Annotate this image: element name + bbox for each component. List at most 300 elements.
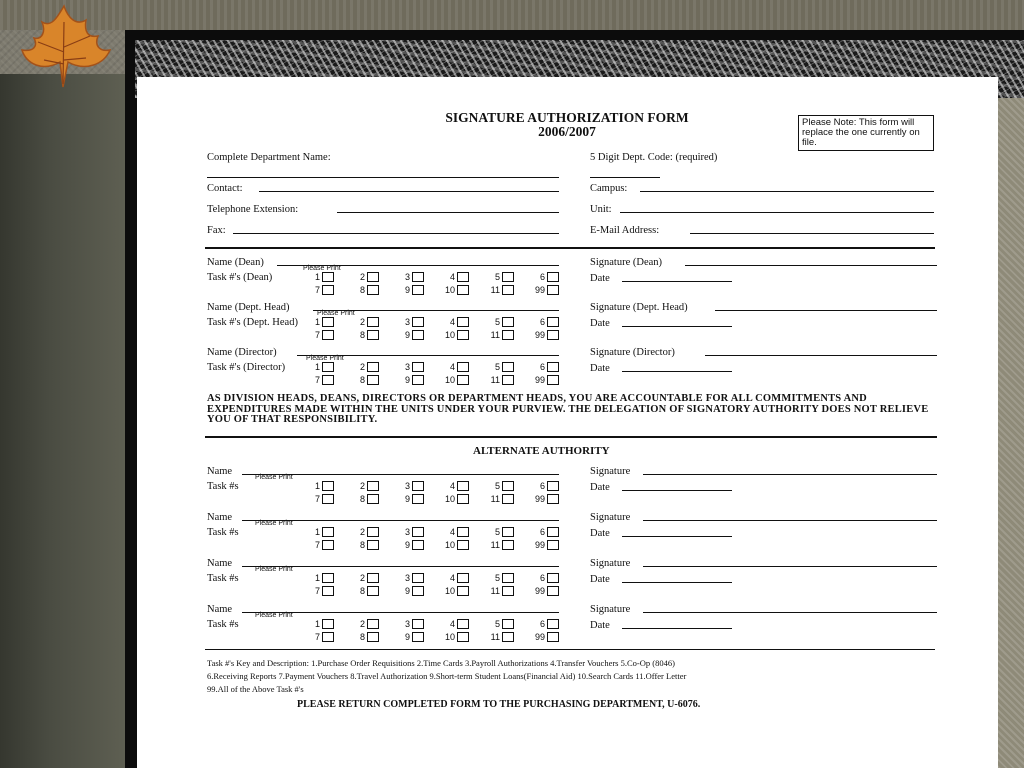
task-checkbox[interactable] [367, 362, 379, 372]
task-number: 8 [359, 329, 365, 340]
task-option[interactable] [424, 493, 469, 504]
task-option[interactable] [424, 539, 469, 550]
task-option[interactable] [289, 480, 334, 491]
task-checkbox[interactable] [547, 362, 559, 372]
task-option[interactable] [379, 493, 424, 504]
form-title [387, 111, 747, 139]
task-number: 1 [314, 480, 320, 491]
task-number: 9 [404, 631, 410, 642]
task-checkbox[interactable] [457, 375, 469, 385]
fax-field[interactable] [233, 233, 559, 234]
task-number: 4 [449, 271, 455, 282]
task-option[interactable] [289, 585, 334, 596]
task-numbers-label: Task #s [207, 481, 239, 492]
task-checkbox-grid [289, 361, 559, 385]
return-instruction: PLEASE RETURN COMPLETED FORM TO THE PURCHASING DEPARTMENT, U-6076. [297, 699, 701, 710]
task-option[interactable] [334, 493, 379, 504]
task-option[interactable] [379, 572, 424, 583]
signer-name-label: Name [207, 466, 233, 477]
autumn-leaf-icon [8, 2, 118, 92]
task-option[interactable] [514, 329, 559, 340]
signer-name-label: Name [207, 512, 233, 523]
task-option[interactable] [514, 618, 559, 629]
task-checkbox[interactable] [502, 632, 514, 642]
task-option[interactable] [334, 526, 379, 537]
task-option[interactable] [334, 585, 379, 596]
task-checkbox[interactable] [502, 494, 514, 504]
task-option[interactable] [424, 572, 469, 583]
date-field[interactable] [622, 326, 732, 327]
task-checkbox[interactable] [322, 481, 334, 491]
task-number: 11 [490, 374, 500, 385]
task-option[interactable] [334, 539, 379, 550]
task-number: 99 [534, 329, 545, 340]
date-field[interactable] [622, 490, 732, 491]
task-checkbox[interactable] [457, 632, 469, 642]
task-number: 10 [444, 284, 455, 295]
task-option[interactable] [334, 572, 379, 583]
date-field[interactable] [622, 371, 732, 372]
task-numbers-label: Task #s [207, 573, 239, 584]
signer-name-label: Name [207, 558, 233, 569]
task-checkbox[interactable] [412, 285, 424, 295]
task-option[interactable] [424, 374, 469, 385]
task-checkbox[interactable] [502, 362, 514, 372]
divider [205, 649, 935, 650]
task-option[interactable] [424, 618, 469, 629]
task-option[interactable] [514, 585, 559, 596]
task-number: 3 [404, 618, 410, 629]
task-option[interactable] [469, 480, 514, 491]
task-checkbox[interactable] [502, 527, 514, 537]
task-numbers-label: Task #s [207, 619, 239, 630]
task-number: 10 [444, 631, 455, 642]
task-checkbox[interactable] [367, 494, 379, 504]
task-option[interactable] [379, 480, 424, 491]
dept-code-label: 5 Digit Dept. Code: (required) [590, 152, 718, 163]
task-option[interactable] [334, 284, 379, 295]
signature-label: Signature [590, 604, 631, 615]
task-checkbox[interactable] [412, 632, 424, 642]
task-option[interactable] [469, 374, 514, 385]
task-option[interactable] [289, 374, 334, 385]
task-number: 7 [314, 284, 320, 295]
task-number: 1 [314, 316, 320, 327]
background-top-band [0, 0, 1024, 30]
task-checkbox[interactable] [502, 375, 514, 385]
task-number: 4 [449, 316, 455, 327]
signature-field[interactable] [685, 265, 937, 266]
task-checkbox[interactable] [502, 573, 514, 583]
task-number: 6 [539, 572, 545, 583]
task-option[interactable] [469, 585, 514, 596]
task-numbers-label: Task #'s (Dean) [207, 272, 273, 283]
task-number: 9 [404, 374, 410, 385]
task-option[interactable] [379, 361, 424, 372]
task-number: 8 [359, 493, 365, 504]
task-number: 4 [449, 361, 455, 372]
signature-field[interactable] [643, 566, 937, 567]
task-option[interactable] [334, 316, 379, 327]
task-option[interactable] [289, 631, 334, 642]
task-option[interactable] [424, 585, 469, 596]
task-numbers-label: Task #'s (Dept. Head) [207, 317, 298, 328]
task-number: 2 [359, 618, 365, 629]
task-option[interactable] [289, 539, 334, 550]
date-field[interactable] [622, 281, 732, 282]
dept-name-field[interactable] [207, 177, 559, 178]
task-checkbox[interactable] [367, 586, 379, 596]
task-number: 9 [404, 585, 410, 596]
task-number: 3 [404, 480, 410, 491]
task-option[interactable] [424, 631, 469, 642]
task-number: 4 [449, 618, 455, 629]
task-option[interactable] [424, 329, 469, 340]
task-checkbox[interactable] [322, 586, 334, 596]
task-checkbox[interactable] [502, 317, 514, 327]
signature-field[interactable] [643, 520, 937, 521]
task-checkbox[interactable] [367, 330, 379, 340]
task-option[interactable] [379, 526, 424, 537]
task-number: 8 [359, 585, 365, 596]
please-print-hint: Please Print [255, 474, 293, 481]
signature-label: Signature (Director) [590, 347, 675, 358]
date-label: Date [590, 620, 610, 631]
task-number: 10 [444, 539, 455, 550]
task-number: 4 [449, 572, 455, 583]
task-number: 4 [449, 480, 455, 491]
task-number: 5 [494, 618, 500, 629]
task-option[interactable] [514, 493, 559, 504]
task-checkbox[interactable] [502, 481, 514, 491]
task-option[interactable] [514, 374, 559, 385]
accountability-warning: AS DIVISION HEADS, DEANS, DIRECTORS OR DEPARTMENT HEADS, YOU ARE ACCOUNTABLE FOR ALL COMMITMENTS AND EXPENDITURES MADE WITHIN THE UNITS UNDER YOUR PURVIEW. THE DELEGATION OF SIGNATORY AUTHORITY DOES NOT RELIEVE YOU OF THAT RESPONSIBILITY. [207, 393, 929, 425]
task-checkbox[interactable] [367, 272, 379, 282]
task-option[interactable] [379, 374, 424, 385]
signature-label: Signature [590, 558, 631, 569]
task-key-line2: 6.Receiving Reports 7.Payment Vouchers 8.Travel Authorization 9.Short-term Student Loans(Financial Aid) 10.Search Cards 11.Offer Letter [207, 671, 687, 681]
task-checkbox[interactable] [547, 285, 559, 295]
task-number: 6 [539, 316, 545, 327]
telephone-field[interactable] [337, 212, 559, 213]
task-number: 9 [404, 284, 410, 295]
task-checkbox[interactable] [457, 481, 469, 491]
task-option[interactable] [469, 316, 514, 327]
task-option[interactable] [379, 618, 424, 629]
task-number: 99 [534, 374, 545, 385]
signature-field[interactable] [643, 612, 937, 613]
task-option[interactable] [514, 316, 559, 327]
task-checkbox[interactable] [547, 632, 559, 642]
task-checkbox[interactable] [322, 362, 334, 372]
task-option[interactable] [469, 618, 514, 629]
task-checkbox[interactable] [547, 494, 559, 504]
task-option[interactable] [424, 316, 469, 327]
signature-label: Signature [590, 512, 631, 523]
task-number: 1 [314, 618, 320, 629]
task-number: 10 [444, 585, 455, 596]
task-checkbox[interactable] [457, 619, 469, 629]
task-number: 99 [534, 585, 545, 596]
task-number: 11 [490, 493, 500, 504]
date-field[interactable] [622, 582, 732, 583]
task-option[interactable] [289, 493, 334, 504]
task-option[interactable] [334, 480, 379, 491]
task-checkbox[interactable] [412, 573, 424, 583]
task-number: 2 [359, 271, 365, 282]
task-checkbox[interactable] [367, 285, 379, 295]
task-checkbox[interactable] [412, 527, 424, 537]
signer-name-label: Name (Dean) [207, 257, 264, 268]
task-checkbox[interactable] [412, 619, 424, 629]
task-checkbox[interactable] [457, 317, 469, 327]
task-number: 9 [404, 329, 410, 340]
task-option[interactable] [469, 271, 514, 282]
task-checkbox-grid [289, 526, 559, 550]
task-option[interactable] [424, 526, 469, 537]
task-number: 2 [359, 526, 365, 537]
task-option[interactable] [424, 480, 469, 491]
task-numbers-label: Task #s [207, 527, 239, 538]
task-option[interactable] [289, 316, 334, 327]
signature-label: Signature (Dept. Head) [590, 302, 688, 313]
contact-field[interactable] [259, 191, 559, 192]
background-right-texture [998, 98, 1024, 768]
task-numbers-label: Task #'s (Director) [207, 362, 286, 373]
signature-label: Signature (Dean) [590, 257, 663, 268]
task-option[interactable] [514, 539, 559, 550]
dept-code-field[interactable] [590, 177, 660, 178]
task-number: 3 [404, 572, 410, 583]
task-number: 7 [314, 493, 320, 504]
task-option[interactable] [379, 631, 424, 642]
date-field[interactable] [622, 536, 732, 537]
please-print-hint: Please Print [255, 612, 293, 619]
task-checkbox[interactable] [322, 272, 334, 282]
signature-field[interactable] [643, 474, 937, 475]
task-option[interactable] [424, 271, 469, 282]
task-number: 7 [314, 631, 320, 642]
task-option[interactable] [379, 271, 424, 282]
task-option[interactable] [469, 526, 514, 537]
task-checkbox[interactable] [502, 330, 514, 340]
task-checkbox[interactable] [322, 540, 334, 550]
task-option[interactable] [514, 361, 559, 372]
task-checkbox[interactable] [322, 527, 334, 537]
task-option[interactable] [379, 329, 424, 340]
task-number: 9 [404, 539, 410, 550]
task-checkbox[interactable] [322, 317, 334, 327]
task-checkbox[interactable] [457, 330, 469, 340]
task-checkbox[interactable] [502, 619, 514, 629]
unit-field[interactable] [620, 212, 934, 213]
task-checkbox[interactable] [547, 375, 559, 385]
task-checkbox[interactable] [547, 586, 559, 596]
task-checkbox[interactable] [457, 540, 469, 550]
task-option[interactable] [514, 480, 559, 491]
task-checkbox-grid [289, 572, 559, 596]
please-print-hint: Please Print [306, 355, 344, 362]
task-checkbox[interactable] [322, 619, 334, 629]
email-field[interactable] [690, 233, 934, 234]
task-option[interactable] [334, 361, 379, 372]
task-number: 5 [494, 271, 500, 282]
task-checkbox[interactable] [367, 527, 379, 537]
task-number: 7 [314, 585, 320, 596]
task-option[interactable] [469, 284, 514, 295]
task-checkbox[interactable] [547, 481, 559, 491]
task-checkbox[interactable] [457, 285, 469, 295]
task-checkbox[interactable] [367, 481, 379, 491]
task-checkbox[interactable] [412, 330, 424, 340]
task-option[interactable] [424, 284, 469, 295]
task-option[interactable] [514, 271, 559, 282]
task-number: 7 [314, 374, 320, 385]
task-option[interactable] [424, 361, 469, 372]
task-option[interactable] [334, 631, 379, 642]
task-checkbox[interactable] [502, 285, 514, 295]
task-checkbox[interactable] [367, 540, 379, 550]
task-checkbox[interactable] [457, 573, 469, 583]
task-checkbox[interactable] [457, 494, 469, 504]
task-option[interactable] [334, 271, 379, 282]
task-number: 10 [444, 329, 455, 340]
task-checkbox[interactable] [412, 375, 424, 385]
task-number: 11 [490, 284, 500, 295]
task-checkbox-grid [289, 271, 559, 295]
task-option[interactable] [289, 618, 334, 629]
task-number: 11 [490, 329, 500, 340]
unit-label: Unit: [590, 204, 612, 215]
task-checkbox[interactable] [322, 285, 334, 295]
task-checkbox[interactable] [457, 362, 469, 372]
task-option[interactable] [469, 539, 514, 550]
form-title-line1: SIGNATURE AUTHORIZATION FORM [445, 110, 689, 125]
task-number: 6 [539, 361, 545, 372]
task-option[interactable] [514, 284, 559, 295]
task-number: 99 [534, 631, 545, 642]
task-checkbox[interactable] [547, 540, 559, 550]
task-key-line1: Task #'s Key and Description: 1.Purchase Order Requisitions 2.Time Cards 3.Payroll Authorizations 4.Transfer Vouchers 5.Co-Op (8046) [207, 658, 675, 668]
task-checkbox[interactable] [367, 619, 379, 629]
task-number: 99 [534, 493, 545, 504]
task-checkbox[interactable] [367, 317, 379, 327]
task-option[interactable] [469, 493, 514, 504]
task-option[interactable] [289, 526, 334, 537]
task-checkbox[interactable] [457, 272, 469, 282]
alternate-authority-title: ALTERNATE AUTHORITY [473, 445, 610, 457]
fax-label: Fax: [207, 225, 226, 236]
task-checkbox[interactable] [502, 540, 514, 550]
task-option[interactable] [514, 526, 559, 537]
task-checkbox[interactable] [502, 586, 514, 596]
form-title-line2: 2006/2007 [538, 124, 596, 139]
task-option[interactable] [469, 361, 514, 372]
task-option[interactable] [289, 271, 334, 282]
task-checkbox[interactable] [412, 494, 424, 504]
task-number: 3 [404, 361, 410, 372]
date-label: Date [590, 318, 610, 329]
task-number: 5 [494, 316, 500, 327]
task-checkbox[interactable] [412, 317, 424, 327]
task-checkbox[interactable] [547, 330, 559, 340]
task-checkbox[interactable] [412, 362, 424, 372]
task-checkbox[interactable] [457, 527, 469, 537]
task-checkbox-grid [289, 316, 559, 340]
task-option[interactable] [334, 618, 379, 629]
task-checkbox[interactable] [322, 573, 334, 583]
task-checkbox[interactable] [547, 573, 559, 583]
task-option[interactable] [379, 585, 424, 596]
task-checkbox[interactable] [547, 317, 559, 327]
email-label: E-Mail Address: [590, 225, 660, 236]
task-option[interactable] [514, 631, 559, 642]
task-number: 2 [359, 316, 365, 327]
task-checkbox[interactable] [367, 375, 379, 385]
task-option[interactable] [379, 539, 424, 550]
task-checkbox[interactable] [322, 632, 334, 642]
date-field[interactable] [622, 628, 732, 629]
task-checkbox[interactable] [457, 586, 469, 596]
signature-field[interactable] [705, 355, 937, 356]
task-number: 99 [534, 284, 545, 295]
campus-field[interactable] [640, 191, 934, 192]
task-checkbox[interactable] [412, 481, 424, 491]
task-checkbox[interactable] [547, 527, 559, 537]
task-option[interactable] [379, 316, 424, 327]
task-option[interactable] [379, 284, 424, 295]
task-checkbox[interactable] [412, 586, 424, 596]
task-option[interactable] [469, 572, 514, 583]
task-option[interactable] [514, 572, 559, 583]
task-number: 5 [494, 526, 500, 537]
task-checkbox[interactable] [322, 375, 334, 385]
task-option[interactable] [289, 572, 334, 583]
please-print-hint: Please Print [255, 566, 293, 573]
task-number: 2 [359, 572, 365, 583]
task-number: 99 [534, 539, 545, 550]
task-number: 11 [490, 631, 500, 642]
task-number: 1 [314, 361, 320, 372]
task-checkbox[interactable] [322, 494, 334, 504]
task-checkbox[interactable] [502, 272, 514, 282]
task-checkbox[interactable] [367, 632, 379, 642]
task-checkbox[interactable] [547, 272, 559, 282]
task-option[interactable] [289, 361, 334, 372]
task-checkbox[interactable] [412, 272, 424, 282]
signer-name-label: Name (Director) [207, 347, 277, 358]
task-number: 8 [359, 374, 365, 385]
task-checkbox[interactable] [322, 330, 334, 340]
task-option[interactable] [289, 284, 334, 295]
signature-field[interactable] [715, 310, 937, 311]
please-print-hint: Please Print [317, 310, 355, 317]
task-checkbox[interactable] [412, 540, 424, 550]
task-checkbox[interactable] [367, 573, 379, 583]
background-left-panel [0, 74, 125, 768]
task-number: 8 [359, 284, 365, 295]
task-checkbox[interactable] [547, 619, 559, 629]
divider [205, 436, 937, 438]
task-option[interactable] [334, 374, 379, 385]
task-option[interactable] [289, 329, 334, 340]
task-option[interactable] [469, 631, 514, 642]
task-number: 3 [404, 316, 410, 327]
task-option[interactable] [334, 329, 379, 340]
task-option[interactable] [469, 329, 514, 340]
please-print-hint: Please Print [303, 265, 341, 272]
please-print-hint: Please Print [255, 520, 293, 527]
